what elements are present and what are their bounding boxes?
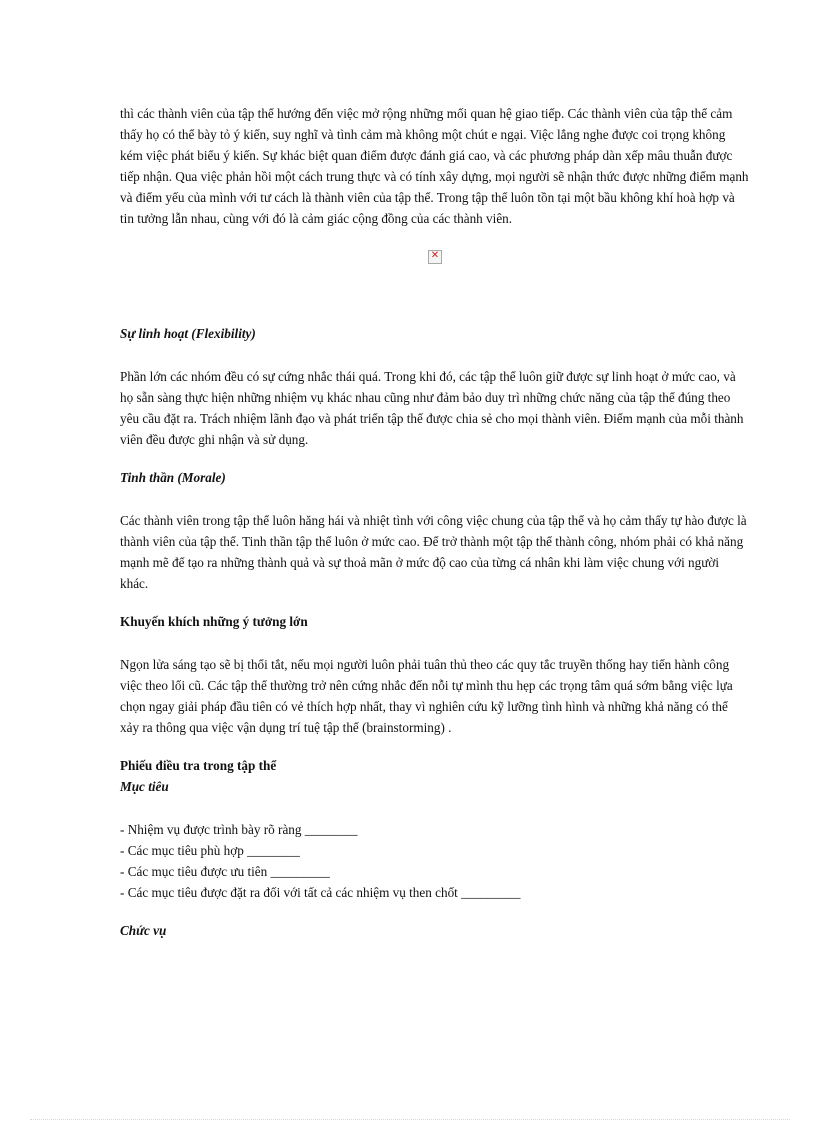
list-item: - Các mục tiêu được ưu tiên _________ xyxy=(120,864,330,879)
paragraph-intro: thì các thành viên của tập thể hướng đến việc mở rộng những mối quan hệ giao tiếp. Các thành viên của tập thể cảm thấy họ có thể bày tỏ ý kiến, suy nghĩ và tình cảm mà không một chút e ngại. Việc lắng nghe được coi trọng không kém việc phát biểu ý kiến. Sự khác biệt quan điểm được đánh giá cao, và các phương pháp dàn xếp mâu thuẫn được tiếp nhận. Qua việc phản hồi một cách trung thực và có tính xây dựng, mọi người sẽ nhận thức được những điểm mạnh và điểm yếu của mình với tư cách là thành viên của tập thể. Trong tập thể luôn tồn tại một bầu không khí hoà hợp và tin tưởng lẫn nhau, cùng với đó là cảm giác cộng đồng của các thành viên. xyxy=(120,106,749,226)
document-body xyxy=(120,103,750,941)
image-container xyxy=(120,247,750,290)
heading-goals: Mục tiêu xyxy=(120,779,169,794)
heading-ideas: Khuyến khích những ý tưởng lớn xyxy=(120,614,308,629)
paragraph-morale: Các thành viên trong tập thể luôn hăng hái và nhiệt tình với công việc chung của tập thể và họ cảm thấy tự hào được là thành viên của tập thể. Tinh thần tập thể luôn ở mức cao. Để trở thành một tập thể thành công, nhóm phải có khả năng mạnh mẽ để tạo ra những thành quả và sự thoả mãn ở mức độ cao của từng cá nhân khi làm việc chung với người khác. xyxy=(120,513,747,591)
page-bottom-divider xyxy=(30,1119,790,1120)
list-item: - Nhiệm vụ được trình bày rõ ràng ________ xyxy=(120,822,358,837)
heading-morale: Tinh thần (Morale) xyxy=(120,470,226,485)
goals-list xyxy=(120,819,750,903)
heading-survey: Phiếu điều tra trong tập thể xyxy=(120,758,277,773)
paragraph-ideas: Ngọn lửa sáng tạo sẽ bị thổi tắt, nếu mọi người luôn phải tuân thủ theo các quy tắc truyền thống hay tiến hành công việc theo lối cũ. Các tập thể thường trở nên cứng nhắc đến nỗi tự mình thu hẹp các trọng tâm quá sớm bằng việc lựa chọn ngay giải pháp đầu tiên có vẻ thích hợp nhất, thay vì nghiên cứu kỹ lưỡng tình hình và những khả năng có thể xảy ra thông qua việc vận dụng trí tuệ tập thể (brainstorming) . xyxy=(120,657,733,735)
broken-image-glyph: ✕ xyxy=(430,250,440,261)
paragraph-flexibility: Phần lớn các nhóm đều có sự cứng nhắc thái quá. Trong khi đó, các tập thể luôn giữ được sự linh hoạt ở mức cao, và họ sẵn sàng thực hiện những nhiệm vụ khác nhau cũng như đảm bảo duy trì những chức năng của tập thể đúng theo yêu cầu đặt ra. Trách nhiệm lãnh đạo và phát triển tập thể được chia sẻ cho mọi thành viên. Điểm mạnh của mỗi thành viên đều được ghi nhận và sử dụng. xyxy=(120,369,744,447)
heading-positions: Chức vụ xyxy=(120,923,167,938)
heading-flexibility: Sự linh hoạt (Flexibility) xyxy=(120,326,256,341)
list-item: - Các mục tiêu được đặt ra đối với tất cả các nhiệm vụ then chốt _________ xyxy=(120,885,521,900)
broken-image-icon xyxy=(428,250,442,264)
list-item: - Các mục tiêu phù hợp ________ xyxy=(120,843,300,858)
